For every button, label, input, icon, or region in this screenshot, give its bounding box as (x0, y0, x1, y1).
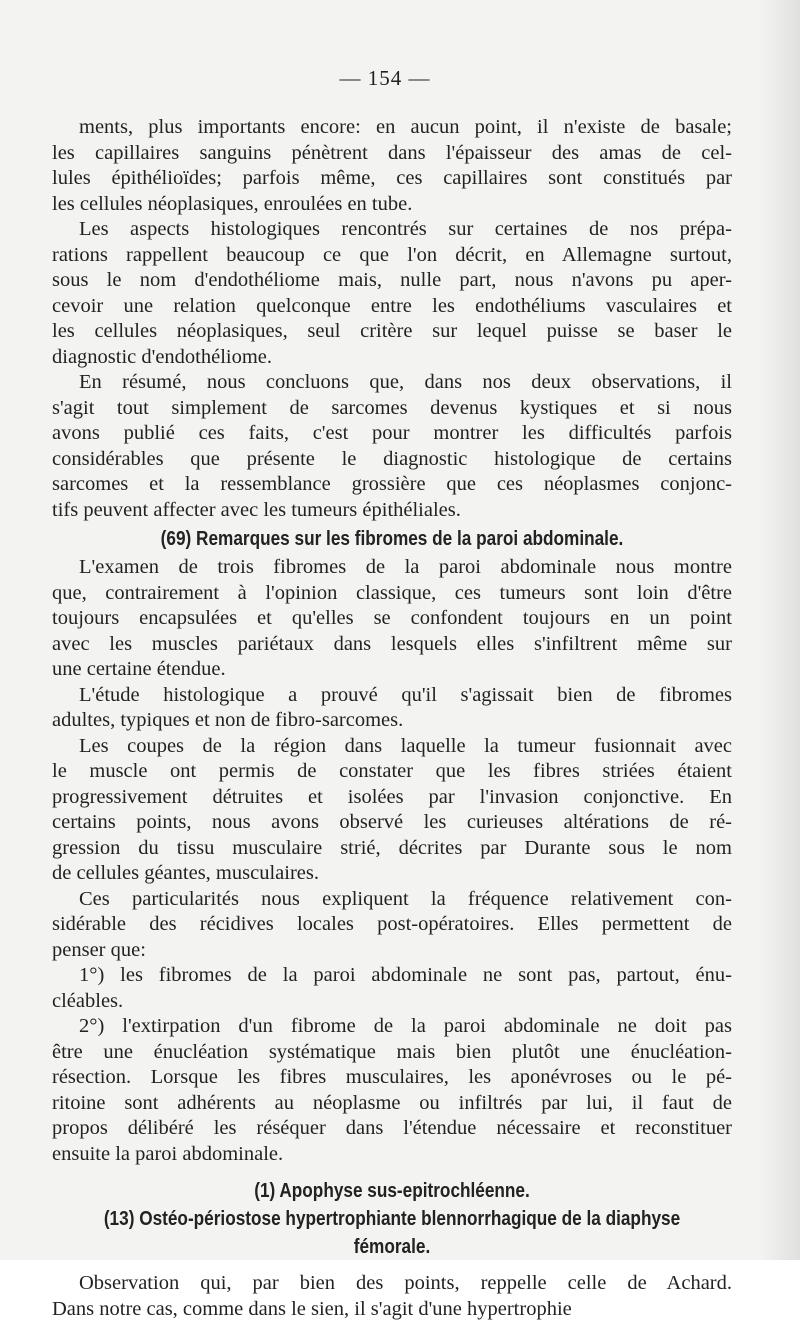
text-line: considérables que présente le diagnostic histologique de certains (52, 447, 732, 473)
text-line: ments, plus importants encore: en aucun point, il n'existe de basale; (52, 115, 732, 141)
text-line: En résumé, nous concluons que, dans nos deux observations, il (52, 370, 732, 396)
text-line: certains points, nous avons observé les curieuses altérations de ré- (52, 810, 732, 836)
text-line: ensuite la paroi abdominale. (52, 1142, 732, 1168)
text-line: avons publié ces faits, c'est pour montrer les difficultés parfois (52, 421, 732, 447)
text-line: L'étude histologique a prouvé qu'il s'agissait bien de fibromes (52, 683, 732, 709)
paragraph (52, 555, 732, 683)
paragraph (52, 963, 732, 1014)
text-line: sidérable des récidives locales post-opératoires. Elles permettent de (52, 912, 732, 938)
text-line: 2°) l'extirpation d'un fibrome de la paroi abdominale ne doit pas (52, 1014, 732, 1040)
text-line: que, contrairement à l'opinion classique, ces tumeurs sont loin d'être (52, 581, 732, 607)
text-line: Les aspects histologiques rencontrés sur certaines de nos prépa- (52, 217, 732, 243)
text-line: 1°) les fibromes de la paroi abdominale ne sont pas, partout, énu- (52, 963, 732, 989)
page-number: — 154 — (0, 66, 770, 91)
text-line: rations rappellent beaucoup ce que l'on décrit, en Allemagne surtout, (52, 243, 732, 269)
text-line: Les coupes de la région dans laquelle la tumeur fusionnait avec (52, 734, 732, 760)
section-heading: (13) Ostéo-périostose hypertrophiante blennorrhagique de la diaphyse (100, 1205, 685, 1233)
text-line: toujours encapsulées et qu'elles se confondent toujours en un point (52, 606, 732, 632)
text-line: les capillaires sanguins pénètrent dans l'épaisseur des amas de cel- (52, 141, 732, 167)
text-line: Ces particularités nous expliquent la fréquence relativement con- (52, 887, 732, 913)
text-line: sous le nom d'endothéliome mais, nulle part, nous n'avons pu aper- (52, 268, 732, 294)
section-heading: (1) Apophyse sus-epitrochléenne. (100, 1177, 685, 1205)
section-heading: (69) Remarques sur les fibromes de la paroi abdominale. (100, 525, 685, 553)
text-line: une certaine étendue. (52, 657, 732, 683)
paragraph (52, 115, 732, 217)
text-line: tifs peuvent affecter avec les tumeurs épithéliales. (52, 498, 732, 524)
text-line: cevoir une relation quelconque entre les endothéliums vasculaires et (52, 294, 732, 320)
text-line: sarcomes et la ressemblance grossière que ces néoplasmes conjonc- (52, 472, 732, 498)
paragraph (52, 734, 732, 887)
text-line: de cellules géantes, musculaires. (52, 861, 732, 887)
paragraph (52, 370, 732, 523)
paragraph (52, 1271, 732, 1322)
page-body (52, 115, 732, 1322)
paragraph (52, 1014, 732, 1167)
page-edge-shadow (760, 0, 800, 1260)
text-line: propos délibéré les réséquer dans l'étendue nécessaire et reconstituer (52, 1116, 732, 1142)
text-line: progressivement détruites et isolées par l'invasion conjonctive. En (52, 785, 732, 811)
text-line: être une énucléation systématique mais bien plutôt une énucléation- (52, 1040, 732, 1066)
text-line: cléables. (52, 989, 732, 1015)
text-line: Observation qui, par bien des points, reppelle celle de Achard. (52, 1271, 732, 1297)
text-line: ritoine sont adhérents au néoplasme ou infiltrés par lui, il faut de (52, 1091, 732, 1117)
text-line: le muscle ont permis de constater que les fibres striées étaient (52, 759, 732, 785)
text-line: s'agit tout simplement de sarcomes devenus kystiques et si nous (52, 396, 732, 422)
text-line: penser que: (52, 938, 732, 964)
text-line: résection. Lorsque les fibres musculaires, les aponévroses ou le pé- (52, 1065, 732, 1091)
text-line: diagnostic d'endothéliome. (52, 345, 732, 371)
section-heading: fémorale. (100, 1233, 685, 1261)
text-line: gression du tissu musculaire strié, décrites par Durante sous le nom (52, 836, 732, 862)
text-line: les cellules néoplasiques, seul critère sur lequel puisse se baser le (52, 319, 732, 345)
text-line: lules épithélioïdes; parfois même, ces capillaires sont constitués par (52, 166, 732, 192)
paragraph (52, 887, 732, 964)
text-line: Dans notre cas, comme dans le sien, il s'agit d'une hypertrophie (52, 1297, 732, 1322)
paragraph (52, 683, 732, 734)
text-line: avec les muscles pariétaux dans lesquels elles s'infiltrent même sur (52, 632, 732, 658)
text-line: les cellules néoplasiques, enroulées en tube. (52, 192, 732, 218)
text-line: adultes, typiques et non de fibro-sarcomes. (52, 708, 732, 734)
text-line: L'examen de trois fibromes de la paroi abdominale nous montre (52, 555, 732, 581)
paragraph (52, 217, 732, 370)
